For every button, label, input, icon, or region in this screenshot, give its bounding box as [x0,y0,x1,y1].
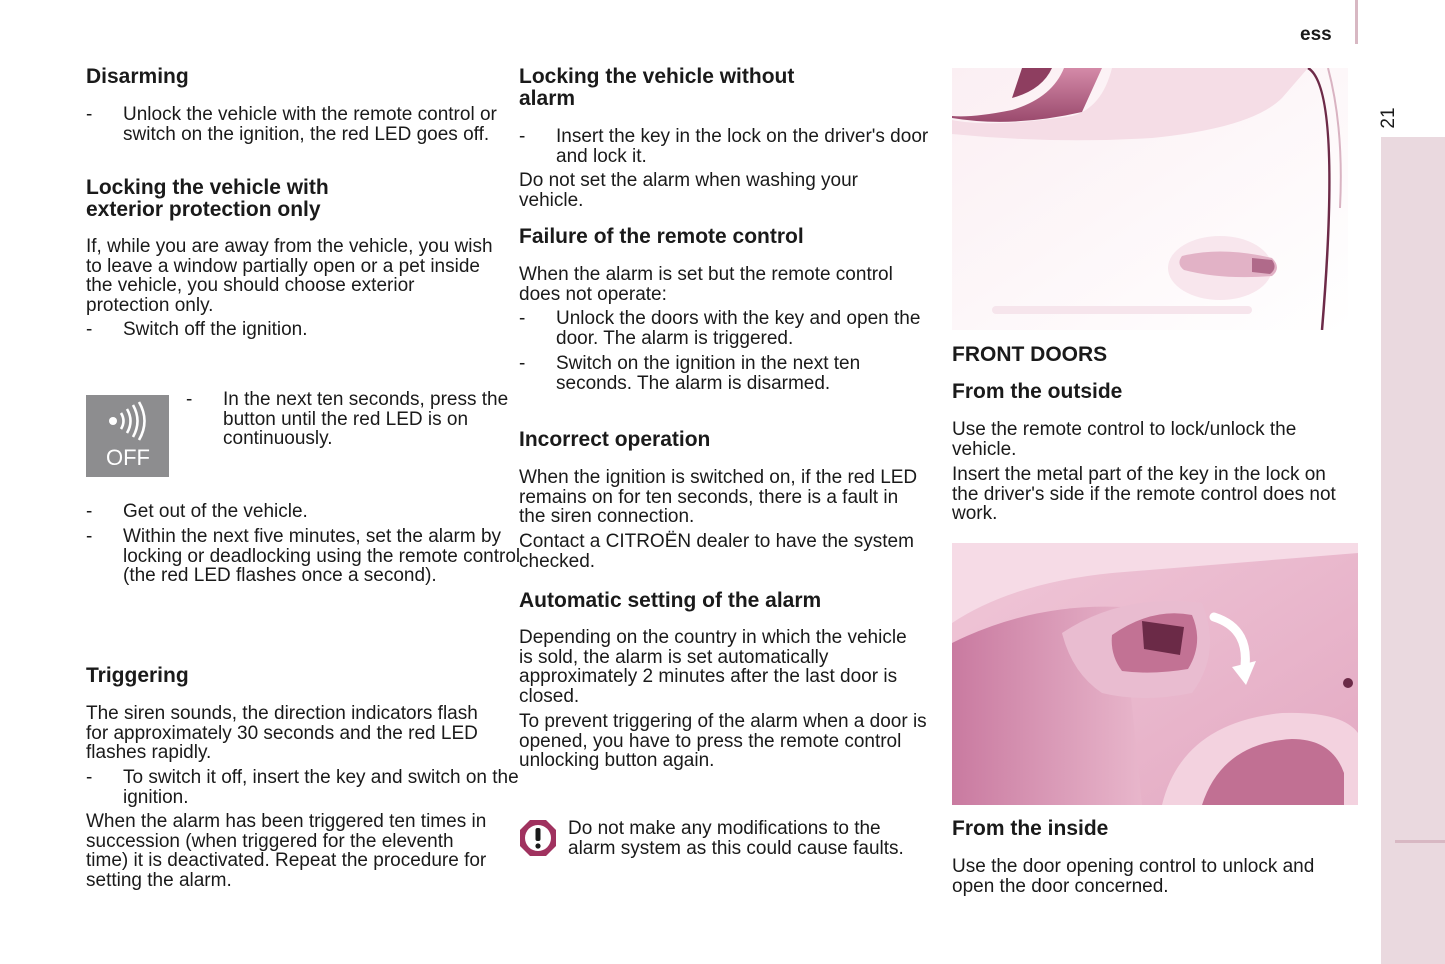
side-tab-divider [1395,840,1445,843]
exterior-protection-heading: Locking the vehicle with exterior protection only [86,176,329,221]
header-divider [1355,0,1358,44]
incorrect-paragraph-2: Contact a CITROËN dealer to have the system checked. [519,531,914,572]
from-outside-heading: From the outside [952,380,1123,403]
triggering-paragraph-2: When the alarm has been triggered ten times in succession (when triggered for the eleventh time) it is deactivated. Repeat the procedure for setting the alarm. [86,811,487,891]
failure-bullet-2: - Switch on the ignition in the next ten seconds. The alarm is disarmed. [519,353,861,394]
warning-icon [518,818,558,858]
automatic-paragraph-2: To prevent triggering of the alarm when a door is opened, you have to press the remote control unlocking button again. [519,711,927,771]
incorrect-operation-heading: Incorrect operation [519,428,711,451]
without-alarm-heading: Locking the vehicle without alarm [519,65,795,110]
exterior-protection-paragraph: If, while you are away from the vehicle, you wish to leave a window partially open or a pet inside the vehicle, you should choose exterior protection only. [86,236,493,316]
switch-it-off-bullet: - To switch it off, insert the key and switch on the ignition. [86,767,519,808]
triggering-paragraph: The siren sounds, the direction indicators flash for approximately 30 seconds and the red LED flashes rapidly. [86,703,478,763]
without-alarm-bullet: - Insert the key in the lock on the driver's door and lock it. [519,126,929,167]
failure-paragraph: When the alarm is set but the remote control does not operate: [519,264,893,305]
failure-heading: Failure of the remote control [519,225,804,248]
header-section-tag: ess [1300,24,1332,45]
failure-bullet-1: - Unlock the doors with the key and open the door. The alarm is triggered. [519,308,921,349]
triggering-heading: Triggering [86,664,189,687]
disarming-heading: Disarming [86,65,189,88]
switch-off-bullet: - Switch off the ignition. [86,319,308,340]
inside-paragraph: Use the door opening control to unlock and open the door concerned. [952,856,1315,897]
outside-paragraph-1: Use the remote control to lock/unlock the vehicle. [952,419,1297,460]
off-label: OFF [106,445,150,470]
page-number: 21 [1378,107,1399,129]
disarming-bullet: - Unlock the vehicle with the remote control or switch on the ignition, the red LED goes off. [86,104,497,145]
door-handle-exterior-image [952,68,1348,330]
incorrect-paragraph-1: When the ignition is switched on, if the red LED remains on for ten seconds, there is a fault in the siren connection. [519,467,918,527]
automatic-setting-heading: Automatic setting of the alarm [519,589,822,612]
door-handle-interior-image [952,543,1358,805]
get-out-bullet: - Get out of the vehicle. [86,501,308,522]
from-inside-heading: From the inside [952,817,1109,840]
warning-text: Do not make any modifications to the alarm system as this could cause faults. [568,818,904,859]
front-doors-heading: FRONT DOORS [952,343,1108,366]
alarm-off-button-icon [86,395,169,477]
next-ten-seconds-bullet: - In the next ten seconds, press the button until the red LED is on continuously. [186,389,509,449]
outside-paragraph-2: Insert the metal part of the key in the lock on the driver's side if the remote control does not work. [952,464,1336,524]
set-alarm-bullet: - Within the next five minutes, set the alarm by locking or deadlocking using the remote control (the red LED flashes once a second). [86,526,521,586]
automatic-paragraph-1: Depending on the country in which the vehicle is sold, the alarm is set automatically approximately 2 minutes after the last door is closed. [519,627,907,707]
without-alarm-paragraph: Do not set the alarm when washing your vehicle. [519,170,859,211]
